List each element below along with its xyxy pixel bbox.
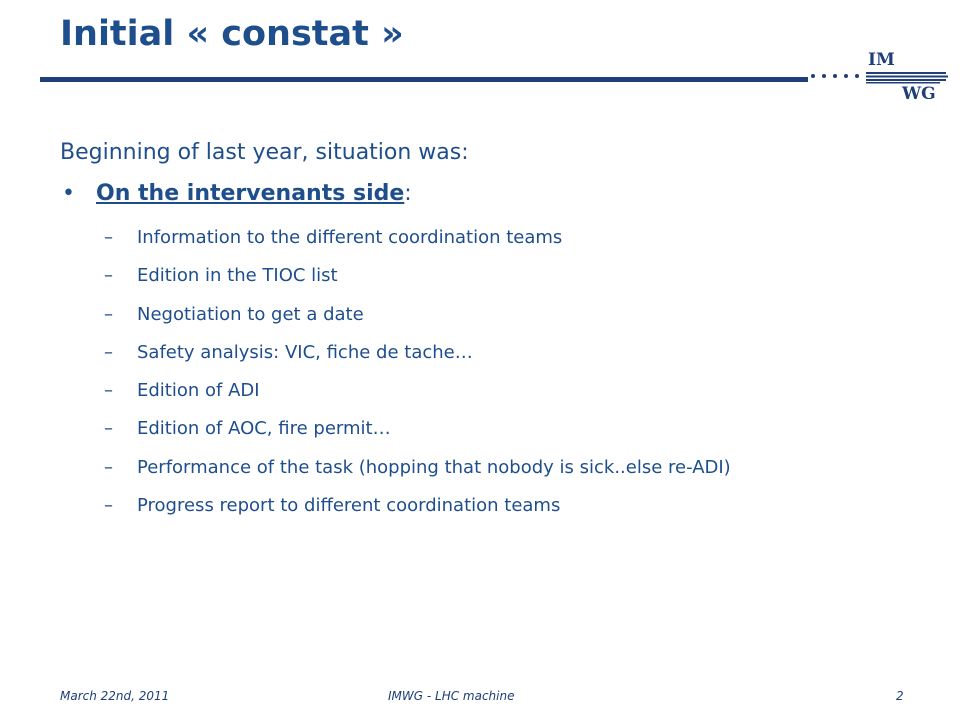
bullet-text bbox=[96, 181, 412, 206]
footer-date: March 22nd, 2011 bbox=[60, 689, 170, 703]
intro-line: Beginning of last year, situation was: bbox=[60, 140, 469, 165]
sub-bullet-text: Progress report to different coordination teams bbox=[137, 495, 561, 517]
dash-marker: – bbox=[104, 227, 113, 248]
dash-marker: – bbox=[104, 456, 113, 478]
sub-bullet-item bbox=[60, 418, 940, 456]
bullet-heading-suffix: : bbox=[404, 181, 412, 206]
slide-title: Initial « constat » bbox=[60, 14, 404, 54]
bullet-marker: • bbox=[62, 181, 75, 206]
imwg-logo bbox=[806, 50, 956, 106]
logo-im-text: IM bbox=[868, 50, 895, 70]
page-number: 2 bbox=[896, 689, 904, 703]
sub-bullet-text: Safety analysis: VIC, fiche de tache… bbox=[137, 341, 473, 363]
logo-stripes bbox=[866, 72, 948, 84]
logo-dotted-line bbox=[808, 72, 866, 80]
dash-marker: – bbox=[104, 265, 113, 287]
dash-marker: – bbox=[104, 495, 113, 517]
sub-bullet-text: Edition in the TIOC list bbox=[137, 265, 338, 287]
sub-bullet-item bbox=[60, 380, 940, 418]
sub-bullet-item bbox=[60, 495, 940, 533]
logo-wg-text: WG bbox=[902, 84, 936, 104]
sub-bullet-text: Negotiation to get a date bbox=[137, 303, 364, 325]
dash-marker: – bbox=[104, 380, 113, 402]
sub-bullet-item bbox=[60, 304, 940, 342]
sub-bullet-item bbox=[60, 342, 940, 380]
dash-marker: – bbox=[104, 303, 113, 325]
sub-bullet-text: Edition of AOC, fire permit… bbox=[137, 418, 391, 440]
footer-title: IMWG - LHC machine bbox=[388, 689, 515, 703]
slide-body bbox=[60, 140, 940, 533]
sub-bullet-text: Information to the different coordination teams bbox=[137, 227, 563, 248]
sub-bullet-item bbox=[60, 227, 940, 265]
sub-bullet-item bbox=[60, 457, 940, 495]
sub-bullet-text: Performance of the task (hopping that nobody is sick..else re-ADI) bbox=[137, 456, 731, 478]
sub-bullet-text: Edition of ADI bbox=[137, 380, 260, 402]
sub-bullet-list bbox=[60, 227, 940, 533]
dash-marker: – bbox=[104, 341, 113, 363]
title-underline-bar bbox=[40, 77, 808, 82]
sub-bullet-item bbox=[60, 265, 940, 303]
bullet-item bbox=[60, 181, 940, 213]
bullet-heading: On the intervenants side bbox=[96, 181, 405, 206]
dash-marker: – bbox=[104, 418, 113, 440]
